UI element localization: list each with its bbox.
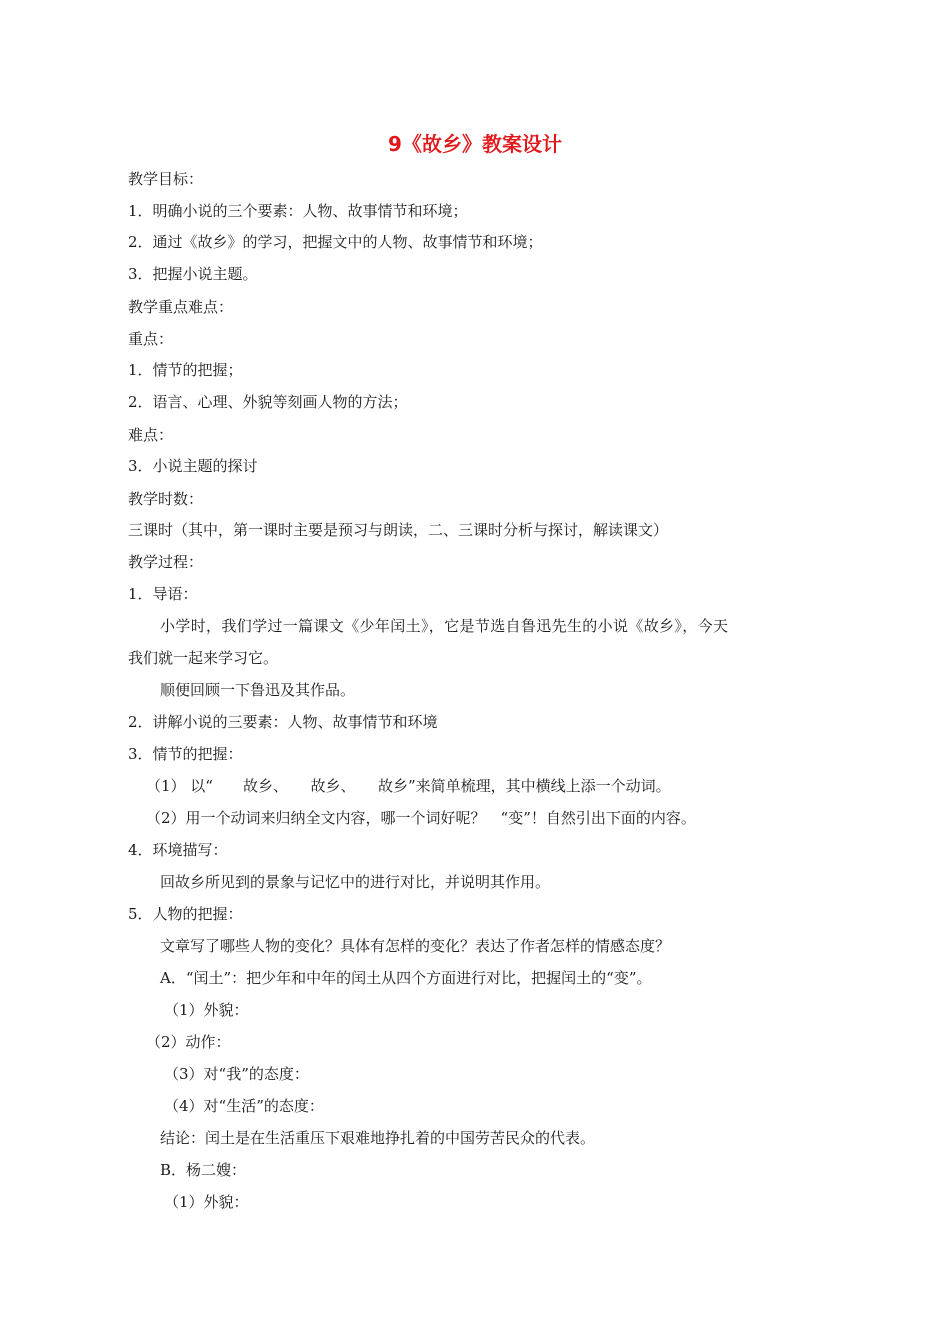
- text-line: 我们就一起来学习它。: [128, 649, 279, 667]
- text-line: （2）用一个动词来归纳全文内容，哪一个词好呢？ “变”！自然引出下面的内容。: [146, 809, 696, 827]
- text-line: 三课时（其中，第一课时主要是预习与朗读，二、三课时分析与探讨，解读课文）: [128, 521, 669, 539]
- text-line: 教学重点难点：: [128, 298, 234, 316]
- text-line: 5．人物的把握：: [128, 905, 243, 923]
- text-line: 教学目标：: [128, 170, 204, 188]
- text-line: 3．情节的把握：: [128, 745, 243, 763]
- text-line: 小学时，我们学过一篇课文《少年闰土》，它是节选自鲁迅先生的小说《故乡》，今天: [160, 617, 729, 635]
- text-line: A．“闰土”：把少年和中年的闰土从四个方面进行对比，把握闰土的“变”。: [160, 969, 652, 987]
- text-line: 顺便回顾一下鲁迅及其作品。: [160, 681, 356, 699]
- text-line: 2．语言、心理、外貌等刻画人物的方法；: [128, 393, 408, 411]
- text-line: 2．通过《故乡》的学习，把握文中的人物、故事情节和环境；: [128, 233, 543, 251]
- text-line: 难点：: [128, 426, 174, 444]
- text-line: 1．导语：: [128, 585, 198, 603]
- text-line: 教学时数：: [128, 490, 204, 508]
- text-line: 3．小说主题的探讨: [128, 457, 258, 475]
- text-line: （1）外貌：: [164, 1193, 249, 1211]
- text-line: 2．讲解小说的三要素：人物、故事情节和环境: [128, 713, 438, 731]
- text-line: （1） 以“ 故乡、 故乡、 故乡”来简单梳理，其中横线上添一个动词。: [146, 777, 671, 795]
- text-line: 教学过程：: [128, 553, 204, 571]
- text-line: 1．情节的把握；: [128, 361, 243, 379]
- text-line: （3）对“我”的态度：: [164, 1065, 309, 1083]
- text-line: 文章写了哪些人物的变化？具体有怎样的变化？表达了作者怎样的情感态度？: [160, 937, 671, 955]
- text-line: 结论：闰土是在生活重压下艰难地挣扎着的中国劳苦民众的代表。: [160, 1129, 596, 1147]
- text-line: 4．环境描写：: [128, 841, 228, 859]
- text-line: （4）对“生活”的态度：: [164, 1097, 324, 1115]
- text-line: 重点：: [128, 330, 174, 348]
- text-line: 回故乡所见到的景象与记忆中的进行对比，并说明其作用。: [160, 873, 551, 891]
- text-line: 3．把握小说主题。: [128, 265, 258, 283]
- document-title: 9《故乡》教案设计: [388, 132, 562, 156]
- text-line: （1）外貌：: [164, 1001, 249, 1019]
- text-line: B．杨二嫂：: [160, 1161, 247, 1179]
- text-line: （2）动作：: [146, 1033, 231, 1051]
- text-line: 1．明确小说的三个要素：人物、故事情节和环境；: [128, 202, 468, 220]
